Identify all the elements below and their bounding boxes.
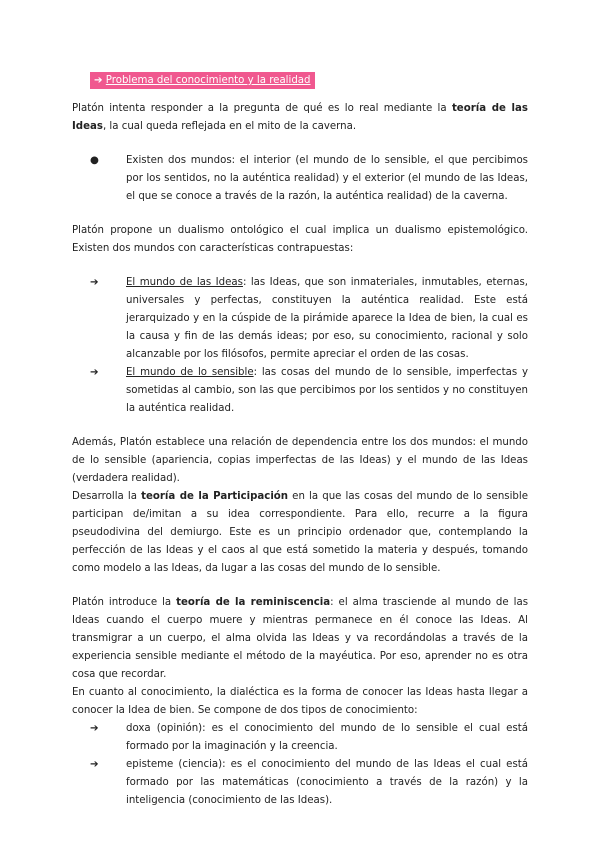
world-ideas-term: El mundo de las Ideas: [126, 277, 243, 288]
world-sensible-term: El mundo de lo sensible: [126, 367, 254, 378]
intro-bold-term: teoría de las Ideas: [72, 103, 528, 132]
list-item: [90, 152, 528, 206]
knowledge-paragraph: En cuanto al conocimiento, la dialéctica es la forma de conocer las Ideas hasta llegar a conocer la Idea de bien. Se compone de dos tipos de conocimiento:: [72, 687, 528, 716]
worlds-list: [72, 274, 528, 418]
list-item: [90, 756, 528, 810]
intro-text-before: Platón intenta responder a la pregunta de qué es lo real mediante la: [72, 103, 452, 114]
participation-text-before: Desarrolla la: [72, 491, 142, 502]
participation-text-after: en la que las cosas del mundo de lo sensible participan de/imitan a su idea correspondiente. Para ello, recurre a la figura pseudodivina del demiurgo. Este es un principio ordenador que, contemplando la perfección de las Ideas y el caos al que está sometido la materia y después, tomando como modelo a las Ideas, da lugar a las cosas del mundo de lo sensible.: [72, 491, 528, 574]
world-ideas-text: : las Ideas, que son inmateriales, inmutables, eternas, universales y perfectas, constituyen la auténtica realidad. Este está jerarquizado y en la cúspide de la pirámide aparece la Idea de bien, la cual es la causa y fin de las demás ideas; por eso, su conocimiento, racional y solo alcanzable por los filósofos, permite apreciar el orden de las cosas.: [126, 277, 528, 360]
reminiscence-text-before: Platón introduce la: [72, 597, 177, 608]
reminiscence-paragraph: [72, 594, 528, 684]
two-worlds-bullet-list: [72, 152, 528, 206]
reminiscence-bold-term: teoría de la reminiscencia: [176, 597, 331, 608]
bullet-icon: ●: [90, 155, 99, 166]
world-sensible-text: : las cosas del mundo de lo sensible, imperfectas y sometidas al cambio, son las que percibimos por los sentidos y no constituyen la auténtica realidad.: [126, 367, 528, 414]
intro-text-after: , la cual queda reflejada en el mito de la caverna.: [102, 121, 357, 132]
intro-paragraph: [72, 100, 528, 136]
episteme-text: episteme (ciencia): es el conocimiento del mundo de las Ideas el cual está formado por las matemáticas (conocimiento a través de la razón) y la inteligencia (conocimiento de las Ideas).: [126, 759, 528, 806]
arrow-icon: ➔: [94, 75, 103, 86]
participation-bold-term: teoría de la Participación: [141, 491, 289, 502]
arrow-icon: ➔: [90, 367, 99, 378]
dualism-paragraph: Platón propone un dualismo ontológico el cual implica un dualismo epistemológico. Existen dos mundos con características contrapuestas:: [72, 225, 528, 254]
list-item-text: Existen dos mundos: el interior (el mundo de lo sensible, el que percibimos por los sentidos, no la auténtica realidad) y el exterior (el mundo de las Ideas, el que se conoce a través de la razón, la auténtica realidad) de la caverna.: [126, 155, 528, 202]
doxa-text: doxa (opinión): es el conocimiento del mundo de lo sensible el cual está formado por la imaginación y la creencia.: [126, 723, 528, 752]
section-heading-text: Problema del conocimiento y la realidad: [105, 75, 311, 86]
section-heading-wrap: [72, 72, 528, 90]
participation-paragraph: [72, 488, 528, 578]
list-item: [90, 274, 528, 364]
arrow-icon: ➔: [90, 723, 99, 734]
arrow-icon: ➔: [90, 277, 99, 288]
knowledge-list: [72, 720, 528, 810]
list-item: [90, 720, 528, 756]
arrow-icon: ➔: [90, 759, 99, 770]
section-heading: [90, 72, 315, 89]
reminiscence-text-after: : el alma trasciende al mundo de las Ideas cuando el cuerpo muere y mientras permanece en él conoce las Ideas. Al transmigrar a un cuerpo, el alma olvida las Ideas y va recordándolas a través de la experiencia sensible mediante el método de la mayéutica. Por eso, aprender no es otra cosa que recordar.: [72, 597, 529, 680]
list-item: [90, 364, 528, 418]
dependence-paragraph: Además, Platón establece una relación de dependencia entre los dos mundos: el mundo de lo sensible (apariencia, copias imperfectas de las Ideas) y el mundo de las Ideas (verdadera realidad).: [72, 437, 528, 484]
